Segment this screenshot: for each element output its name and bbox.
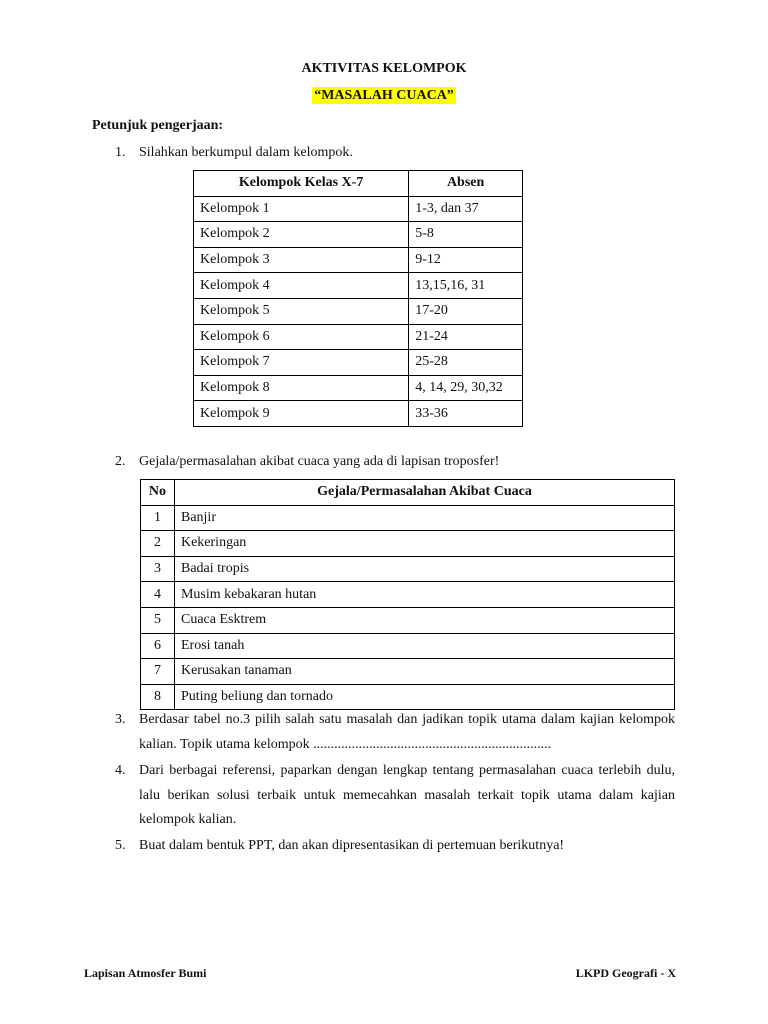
footer-left: Lapisan Atmosfer Bumi [84, 966, 207, 980]
table-cell: Kelompok 8 [194, 375, 409, 401]
table-row [194, 324, 523, 350]
table-row [141, 633, 675, 659]
header-kelompok: Kelompok Kelas X-7 [194, 171, 409, 197]
table-row [194, 247, 523, 273]
table-row [194, 222, 523, 248]
table-row [194, 375, 523, 401]
weather-problems-table [140, 479, 675, 710]
table-row [141, 684, 675, 710]
table-row [194, 401, 523, 427]
table-cell: Kelompok 5 [194, 298, 409, 324]
page-title: AKTIVITAS KELOMPOK [301, 61, 467, 76]
table-row [194, 298, 523, 324]
table-row [194, 196, 523, 222]
table-cell: 3 [141, 556, 175, 582]
table-cell: 6 [141, 633, 175, 659]
table-cell: Musim kebakaran hutan [174, 582, 674, 608]
table-row [141, 659, 675, 685]
table-cell: 17-20 [409, 298, 523, 324]
page-subtitle-highlighted: “MASALAH CUACA” [314, 88, 454, 103]
table-row [141, 505, 675, 531]
table-cell: Kerusakan tanaman [174, 659, 674, 685]
step-3-text: Berdasar tabel no.3 pilih salah satu masalah dan jadikan topik utama dalam kajian kelompok kalian. Topik utama kelompok .................................................................... [139, 712, 675, 752]
table-cell: Erosi tanah [174, 633, 674, 659]
step-2-number: 2. [115, 454, 126, 469]
group-attendance-table [193, 170, 523, 427]
step-4-number: 4. [115, 763, 126, 778]
table-cell: 1 [141, 505, 175, 531]
step-5-number: 5. [115, 838, 126, 853]
table-cell: 2 [141, 531, 175, 557]
table-cell: Kelompok 7 [194, 350, 409, 376]
table-cell: 4, 14, 29, 30,32 [409, 375, 523, 401]
table-cell: Badai tropis [174, 556, 674, 582]
table-cell: 13,15,16, 31 [409, 273, 523, 299]
table-cell: Kelompok 9 [194, 401, 409, 427]
step-3-number: 3. [115, 712, 126, 727]
table-cell: Kelompok 3 [194, 247, 409, 273]
step-5-text: Buat dalam bentuk PPT, dan akan dipresentasikan di pertemuan berikutnya! [139, 838, 565, 853]
step-1-number: 1. [115, 145, 126, 160]
header-gejala: Gejala/Permasalahan Akibat Cuaca [174, 480, 674, 506]
table-cell: 5-8 [409, 222, 523, 248]
table-cell: Kelompok 6 [194, 324, 409, 350]
table-row [194, 350, 523, 376]
table-cell: 4 [141, 582, 175, 608]
table-row [141, 556, 675, 582]
table-cell: 25-28 [409, 350, 523, 376]
table-cell: 33-36 [409, 401, 523, 427]
header-absen: Absen [409, 171, 523, 197]
table-cell: 5 [141, 607, 175, 633]
table-header-row [141, 480, 675, 506]
table-cell: 1-3, dan 37 [409, 196, 523, 222]
table-cell: 7 [141, 659, 175, 685]
table-cell: Kelompok 1 [194, 196, 409, 222]
table-row [141, 582, 675, 608]
header-no: No [141, 480, 175, 506]
footer-right: LKPD Geografi - X [575, 966, 676, 980]
table-cell: Kelompok 2 [194, 222, 409, 248]
table-cell: 21-24 [409, 324, 523, 350]
table-row [141, 607, 675, 633]
table-row [141, 531, 675, 557]
table-cell: Cuaca Esktrem [174, 607, 674, 633]
subtitle-wrapper [0, 88, 768, 104]
instructions-heading: Petunjuk pengerjaan: [92, 118, 224, 133]
step-4-text: Dari berbagai referensi, paparkan dengan lengkap tentang permasalahan cuaca terlebih dulu, lalu berikan solusi terbaik untuk memecahkan masalah terkait topik utama dalam kajian kelompok kalian. [139, 763, 675, 827]
table-cell: Kelompok 4 [194, 273, 409, 299]
table-cell: Kekeringan [174, 531, 674, 557]
table-cell: Puting beliung dan tornado [174, 684, 674, 710]
table-header-row [194, 171, 523, 197]
table-cell: 8 [141, 684, 175, 710]
table-row [194, 273, 523, 299]
step-1-text: Silahkan berkumpul dalam kelompok. [139, 145, 353, 160]
table-cell: 9-12 [409, 247, 523, 273]
table-cell: Banjir [174, 505, 674, 531]
step-2-text: Gejala/permasalahan akibat cuaca yang ada di lapisan troposfer! [139, 454, 500, 469]
